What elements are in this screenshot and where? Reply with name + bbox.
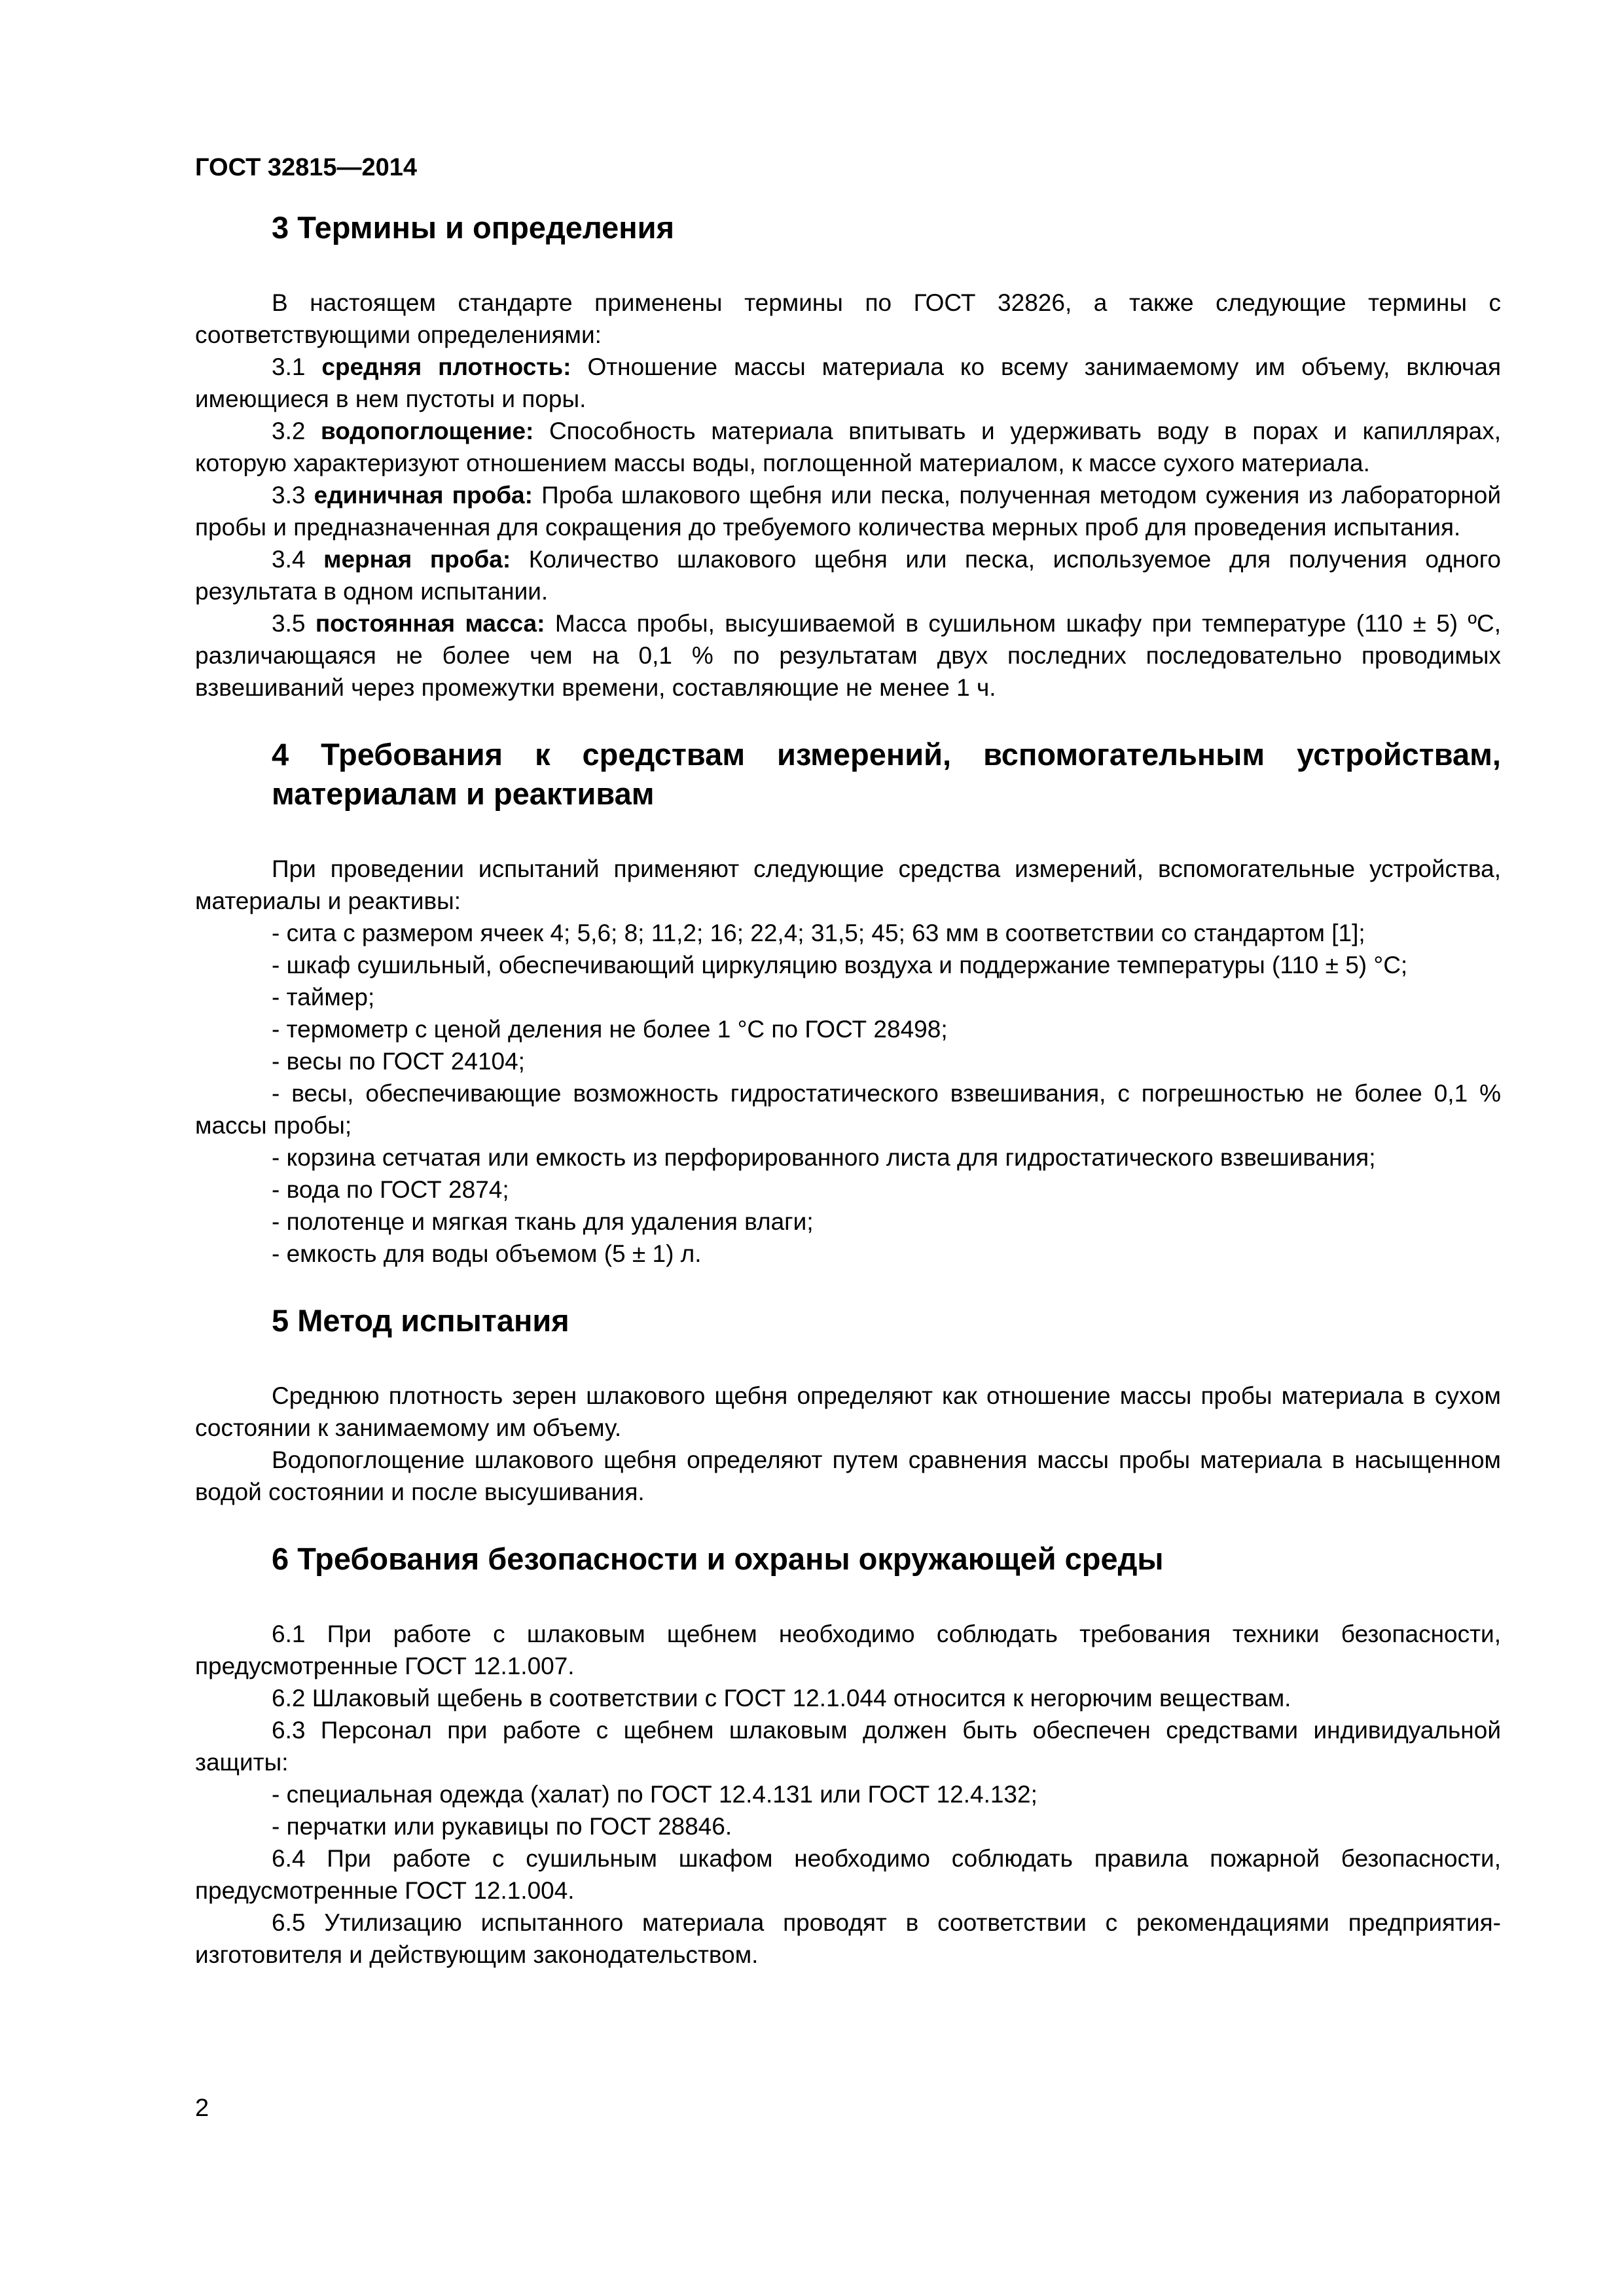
section-6-safety xyxy=(195,1539,1501,1971)
list-item: - вода по ГОСТ 2874; xyxy=(272,1176,509,1203)
term-text: Количество шлакового щебня или песка, используемое для получения одного результата в одном испытании. xyxy=(195,546,1501,605)
term-definition xyxy=(195,351,1501,415)
term-text: Масса пробы, высушиваемой в сушильном шкафу при температуре (110 ± 5) ºC, различающаяся не более чем на 0,1 % по результатам двух последних последовательно проводимых взвешиваний через промежутки времени, составляющие не менее 1 ч. xyxy=(195,610,1501,701)
section-4-equipment xyxy=(195,735,1501,1270)
section-heading: 5 Метод испытания xyxy=(272,1303,569,1338)
list-item: - корзина сетчатая или емкость из перфорированного листа для гидростатического взвешивания; xyxy=(272,1144,1376,1171)
document-body xyxy=(195,208,1501,1971)
term-name: средняя плотность: xyxy=(321,353,571,380)
term-text: Способность материала впитывать и удерживать воду в порах и капиллярах, которую характеризуют отношением массы воды, поглощенной материалом, к массе сухого материала. xyxy=(195,418,1501,476)
document-header-id: ГОСТ 32815—2014 xyxy=(195,154,418,181)
term-number: 3.2 xyxy=(272,418,321,444)
page-number: 2 xyxy=(195,2094,209,2122)
list-item: - шкаф сушильный, обеспечивающий циркуляцию воздуха и поддержание температуры (110 ± 5) °С; xyxy=(272,952,1408,978)
term-definition xyxy=(195,543,1501,607)
paragraph: 6.2 Шлаковый щебень в соответствии с ГОСТ 12.1.044 относится к негорючим веществам. xyxy=(272,1685,1291,1712)
term-definition xyxy=(195,415,1501,479)
paragraph: 6.1 При работе с шлаковым щебнем необходимо соблюдать требования техники безопасности, предусмотренные ГОСТ 12.1.007. xyxy=(195,1621,1501,1679)
list-item: - весы по ГОСТ 24104; xyxy=(272,1048,525,1075)
paragraph: При проведении испытаний применяют следующие средства измерений, вспомогательные устройства, материалы и реактивы: xyxy=(195,855,1501,914)
term-name: единичная проба: xyxy=(314,482,533,509)
paragraph: 6.5 Утилизацию испытанного материала проводят в соответствии с рекомендациями предприятия-изготовителя и действующим законодательством. xyxy=(195,1909,1501,1968)
paragraph: Водопоглощение шлакового щебня определяют путем сравнения массы пробы материала в насыщенном водой состоянии и после высушивания. xyxy=(195,1446,1501,1505)
section-heading: 4 Требования к средствам измерений, вспомогательным устройствам, материалам и реактивам xyxy=(272,737,1501,811)
term-definition xyxy=(195,607,1501,704)
term-definition xyxy=(195,479,1501,543)
list-item: - весы, обеспечивающие возможность гидростатического взвешивания, с погрешностью не более 0,1 % массы пробы; xyxy=(195,1080,1501,1139)
section-heading: 6 Требования безопасности и охраны окружающей среды xyxy=(272,1541,1164,1576)
term-number: 3.5 xyxy=(272,610,316,637)
list-item: - сита с размером ячеек 4; 5,6; 8; 11,2; 16; 22,4; 31,5; 45; 63 мм в соответствии со стандартом [1]; xyxy=(272,920,1365,946)
term-name: постоянная масса: xyxy=(315,610,545,637)
term-number: 3.3 xyxy=(272,482,314,509)
term-text: Проба шлакового щебня или песка, полученная методом сужения из лабораторной пробы и предназначенная для сокращения до требуемого количества мерных проб для проведения испытания. xyxy=(195,482,1502,541)
term-name: водопоглощение: xyxy=(321,418,534,444)
paragraph: 6.4 При работе с сушильным шкафом необходимо соблюдать правила пожарной безопасности, предусмотренные ГОСТ 12.1.004. xyxy=(195,1845,1501,1904)
list-item: - полотенце и мягкая ткань для удаления влаги; xyxy=(272,1208,814,1235)
term-text: Отношение массы материала ко всему занимаемому им объему, включая имеющиеся в нем пустоты и поры. xyxy=(195,353,1501,412)
term-number: 3.4 xyxy=(272,546,324,573)
term-name: мерная проба: xyxy=(323,546,511,573)
list-item: - термометр с ценой деления не более 1 °С по ГОСТ 28498; xyxy=(272,1016,948,1043)
list-item: - специальная одежда (халат) по ГОСТ 12.4.131 или ГОСТ 12.4.132; xyxy=(272,1781,1038,1808)
paragraph: Среднюю плотность зерен шлакового щебня определяют как отношение массы пробы материала в сухом состоянии к занимаемому им объему. xyxy=(195,1382,1501,1441)
list-item: - таймер; xyxy=(272,984,375,1011)
section-5-method xyxy=(195,1301,1501,1508)
paragraph: В настоящем стандарте применены термины по ГОСТ 32826, а также следующие термины с соответствующими определениями: xyxy=(195,289,1501,348)
section-heading: 3 Термины и определения xyxy=(272,210,674,245)
term-number: 3.1 xyxy=(272,353,322,380)
list-item: - перчатки или рукавицы по ГОСТ 28846. xyxy=(272,1813,732,1840)
list-item: - емкость для воды объемом (5 ± 1) л. xyxy=(272,1240,702,1267)
paragraph: 6.3 Персонал при работе с щебнем шлаковым должен быть обеспечен средствами индивидуальной защиты: xyxy=(195,1717,1501,1776)
section-3-terms xyxy=(195,208,1501,704)
